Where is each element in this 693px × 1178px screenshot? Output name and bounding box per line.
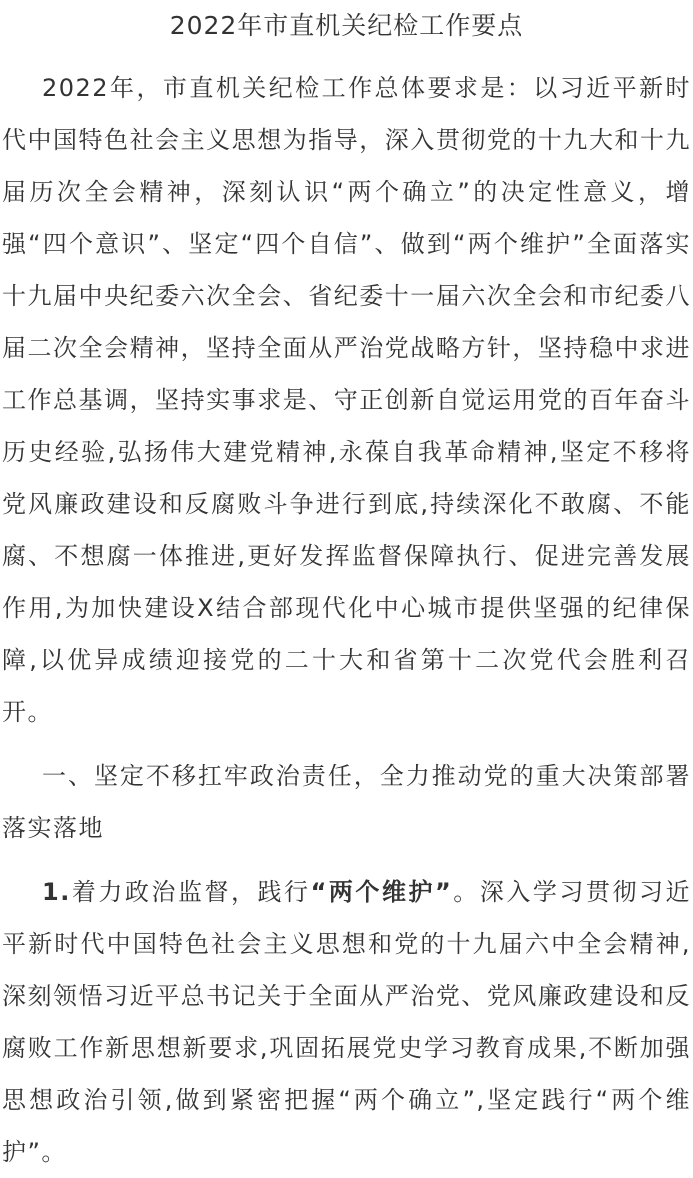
item-1-body: 。深入学习贯彻习近平新时代中国特色社会主义思想和党的十九届六中全会精神,深刻领悟习近平总书记关于全面从严治党、党风廉政建设和反腐败工作新思想新要求,巩固拓展党史学习教育成果,不断加强思想政治引领,做到紧密把握“两个确立”,坚定践行“两个维护”。 — [2, 878, 692, 1166]
item-1-lead: 着力政治监督，践行 — [70, 878, 311, 906]
item-1-number: 1. — [42, 878, 71, 906]
item-1-lead-quote: “两个维护” — [310, 878, 453, 906]
intro-paragraph: 2022年，市直机关纪检工作总体要求是：以习近平新时代中国特色社会主义思想为指导，深入贯彻党的十九大和十九届历次全会精神，深刻认识“两个确立”的决定性意义，增强“四个意识”、坚定“四个自信”、做到“两个维护”全面落实十九届中央纪委六次全会、省纪委十一届六次全会和市纪委八届二次全会精神，坚持全面从严治党战略方针，坚持稳中求进工作总基调，坚持实事求是、守正创新自觉运用党的百年奋斗历史经验,弘扬伟大建党精神,永葆自我革命精神,坚定不移将党风廉政建设和反腐败斗争进行到底,持续深化不敢腐、不能腐、不想腐一体推进,更好发挥监督保障执行、促进完善发展作用,为加快建设X结合部现代化中心城市提供坚强的纪律保障,以优异成绩迎接党的二十大和省第十二次党代会胜利召开。 — [2, 74, 691, 726]
document-title: 2022年市直机关纪检工作要点 — [169, 11, 524, 40]
item-1-paragraph — [2, 866, 691, 1178]
section-heading-1: 一、坚定不移扛牢政治责任，全力推动党的重大决策部署落实落地 — [2, 762, 691, 842]
